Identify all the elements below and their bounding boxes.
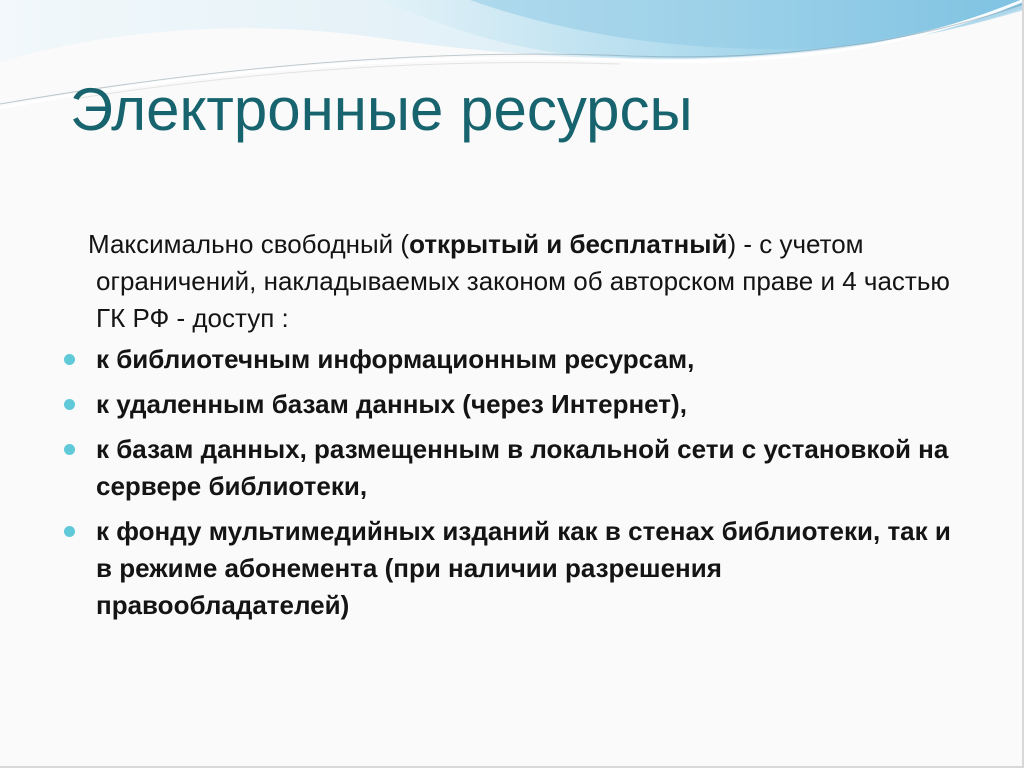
intro-text-before: Максимально свободный ( [88, 229, 410, 259]
list-item-text: к базам данных, размещенным в локальной сети с установкой на сервере библиотеки, [96, 434, 949, 501]
list-item [60, 431, 960, 505]
slide-body [60, 226, 960, 632]
intro-text-after: ) - с учетом ограничений, накладываемых законом об авторском праве и 4 частью ГК РФ - доступ : [96, 229, 950, 333]
list-item-text: к удаленным базам данных (через Интернет), [96, 389, 687, 419]
bullet-icon [64, 399, 75, 410]
list-item-text: к фонду мультимедийных изданий как в стенах библиотеки, так и в режиме абонемента (при наличии разрешения правообладателей) [96, 516, 951, 620]
list-item-text: к библиотечным информационным ресурсам, [96, 344, 695, 374]
list-item [60, 386, 960, 423]
intro-paragraph [60, 226, 960, 337]
bullet-icon [64, 444, 75, 455]
bullet-list [60, 341, 960, 624]
bullet-icon [64, 526, 75, 537]
list-item [60, 341, 960, 378]
list-item [60, 513, 960, 624]
intro-text-bold: открытый и бесплатный [409, 229, 728, 259]
slide-title: Электронные ресурсы [70, 76, 693, 143]
bullet-icon [64, 354, 75, 365]
